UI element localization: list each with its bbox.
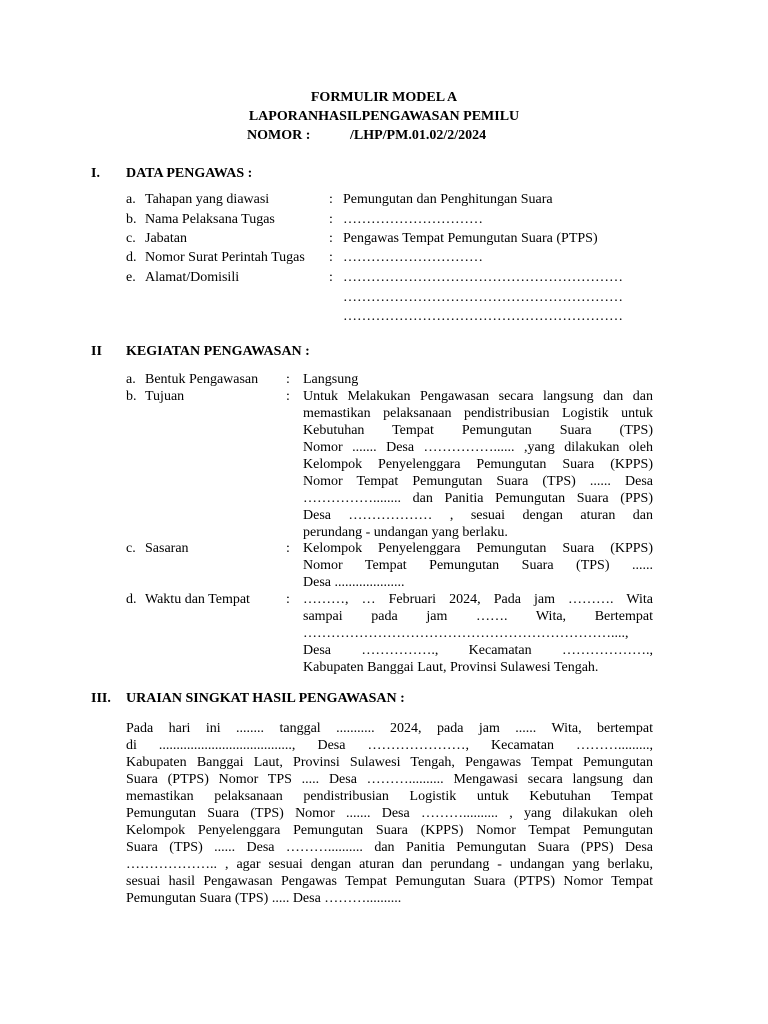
value-tujuan: Untuk Melakukan Pengawasan secara langsung dan dan memastikan pelaksanaan pendistribusian Logistik untuk Kebutuhan Tempat Pemungutan Suara (TPS) Nomor ....... Desa ……………...... ,yang dilakukan oleh Kelompok Penyelenggara Pemungutan Suara (KPPS) Nomor Tempat Pemungutan Suara (TPS) ...... Desa ……………........ dan Panitia Pemungutan Suara (PPS) Desa ……………… , sesuai dengan aturan dan perundang - undangan yang berlaku. [303,389,653,540]
uraian-paragraph: Pada hari ini ........ tanggal ........... 2024, pada jam ...... Wita, bertempat di ......................................, Desa …………………, Kecamatan ………........., Kabupaten Banggai Laut, Provinsi Sulawesi Tengah, Pengawas Tempat Pemungutan Suara (PTPS) Nomor TPS ..... Desa ……….......... Mengawasi secara langsung dan memastikan pelaksanaan pendistribusian Logistik untuk Kebutuhan Tempat Pemungutan Suara (TPS) Nomor ....... Desa ……….......... , yang dilakukan oleh Kelompok Penyelenggara Pemungutan Suara (KPPS) Nomor Tempat Pemungutan Suara (TPS) ...... Desa ……….......... dan Panitia Pemungutan Suara (PPS) Desa ……………….. , agar sesuai dengan aturan dan perundang - undangan yang berlaku, sesuai hasil Pengawasan Pengawas Tempat Pemungutan Suara (PTPS) Nomor Tempat Pemungutan Suara (TPS) ..... Desa ……….......... [126,721,653,906]
value-alamat-1: …………………………………………………… [343,270,623,285]
section3-title: URAIAN SINGKAT HASIL PENGAWASAN : [126,691,405,706]
item-tahapan: a. Tahapan yang diawasi [126,192,270,207]
value-alamat-2: …………………………………………………… [343,290,623,305]
nomor-label: NOMOR : [247,128,311,143]
item-nama: b. Nama Pelaksana Tugas [126,212,275,227]
value-tahapan: Pemungutan dan Penghitungan Suara [343,192,553,207]
document-page: FORMULIR MODEL A LAPORANHASILPENGAWASAN PEMILU NOMOR : /LHP/PM.01.02/2/2024 I. DATA PENGAWAS : a. Tahapan yang diawasi : Pemungutan dan Penghitungan Suara b. Nama Pelaksana Tugas : ………………………… c. Jabatan : Pengawas Tempat Pemungutan Suara (PTPS) d. Nomor Surat Perintah Tugas : ………………………… e. Alamat/Domisili : …………………………………………………… …………………………………………………… …………………………………………………… II KEGIATAN PENGAWASAN : a. Bentuk Pengawasan : Langsung b. Tujuan : Untuk Melakukan Pengawasan secara langsung dan dan memastikan pelaksanaan pendistribusian Logistik untuk Kebutuhan Tempat Pemungutan Suara (TPS) Nomor ....... Desa ……………...... ,yang dilakukan oleh Kelompok Penyelenggara Pemungutan Suara (KPPS) Nomor Tempat Pemungutan Suara (TPS) ...... Desa ……………........ dan Panitia Pemungutan Suara (PPS) Desa ……………… , sesuai dengan aturan dan perundang - undangan yang berlaku. c. Sasaran : Kelompok Penyelenggara Pemungutan Suara (KPPS) Nomor Tempat Pemungutan Suara (TPS) ...... Desa .................... d. Waktu dan Tempat : ………, … Februari 2024, Pada jam ………. Wita sampai pada jam ……. Wita, Bertempat …………………………………………………………...., Desa ……………., Kecamatan ………………., Kabupaten Banggai Laut, Provinsi Sulawesi Tengah. III. URAIAN SINGKAT HASIL PENGAWASAN : Pada hari ini ........ tanggal ........... 2024, pada jam ...... Wita, bertempat di ......................................, Desa …………………, Kecamatan ………........., Kabupaten Banggai Laut, Provinsi Sulawesi Tengah, Pengawas Tempat Pemungutan Suara (PTPS) Nomor TPS ..... Desa ……….......... Mengawasi secara langsung dan memastikan pelaksanaan pendistribusian Logistik untuk Kebutuhan Tempat Pemungutan Suara (TPS) Nomor ....... Desa ……….......... , yang dilakukan oleh Kelompok Penyelenggara Pemungutan Suara (KPPS) Nomor Tempat Pemungutan Suara (TPS) ...... Desa ……….......... dan Panitia Pemungutan Suara (PPS) Desa ……………….. , agar sesuai dengan aturan dan perundang - undangan yang berlaku, sesuai hasil Pengawasan Pengawas Tempat Pemungutan Suara (PTPS) Nomor Tempat Pemungutan Suara (TPS) ..... Desa ……….......... [0,0,768,1024]
value-sasaran: Kelompok Penyelenggara Pemungutan Suara (KPPS) Nomor Tempat Pemungutan Suara (TPS) ...... Desa .................... [303,541,653,590]
item-jabatan: c. Jabatan [126,231,187,246]
item-alamat: e. Alamat/Domisili [126,270,240,285]
value-nomor-surat: ………………………… [343,250,483,265]
item-bentuk: a. Bentuk Pengawasan [126,372,259,387]
report-title: LAPORANHASILPENGAWASAN PEMILU [248,109,520,124]
section3-number: III. [91,691,111,706]
value-jabatan: Pengawas Tempat Pemungutan Suara (PTPS) [343,231,598,246]
item-tujuan: b. Tujuan [126,389,185,404]
item-sasaran: c. Sasaran [126,541,189,556]
section1-title: DATA PENGAWAS : [126,166,253,181]
value-nama: ………………………… [343,212,483,227]
item-waktu: d. Waktu dan Tempat [126,592,250,607]
section1-number: I. [91,166,100,181]
item-nomor-surat: d. Nomor Surat Perintah Tugas [126,250,305,265]
value-bentuk: Langsung [303,372,359,387]
section2-title: KEGIATAN PENGAWASAN : [126,344,310,359]
value-alamat-3: …………………………………………………… [343,309,623,324]
section2-number: II [91,344,102,359]
form-title: FORMULIR MODEL A [310,90,458,105]
value-waktu: ………, … Februari 2024, Pada jam ………. Wita sampai pada jam ……. Wita, Bertempat …………………………………………………………...., Desa ……………., Kecamatan ………………., Kabupaten Banggai Laut, Provinsi Sulawesi Tengah. [303,592,653,675]
nomor-value: /LHP/PM.01.02/2/2024 [350,128,487,143]
